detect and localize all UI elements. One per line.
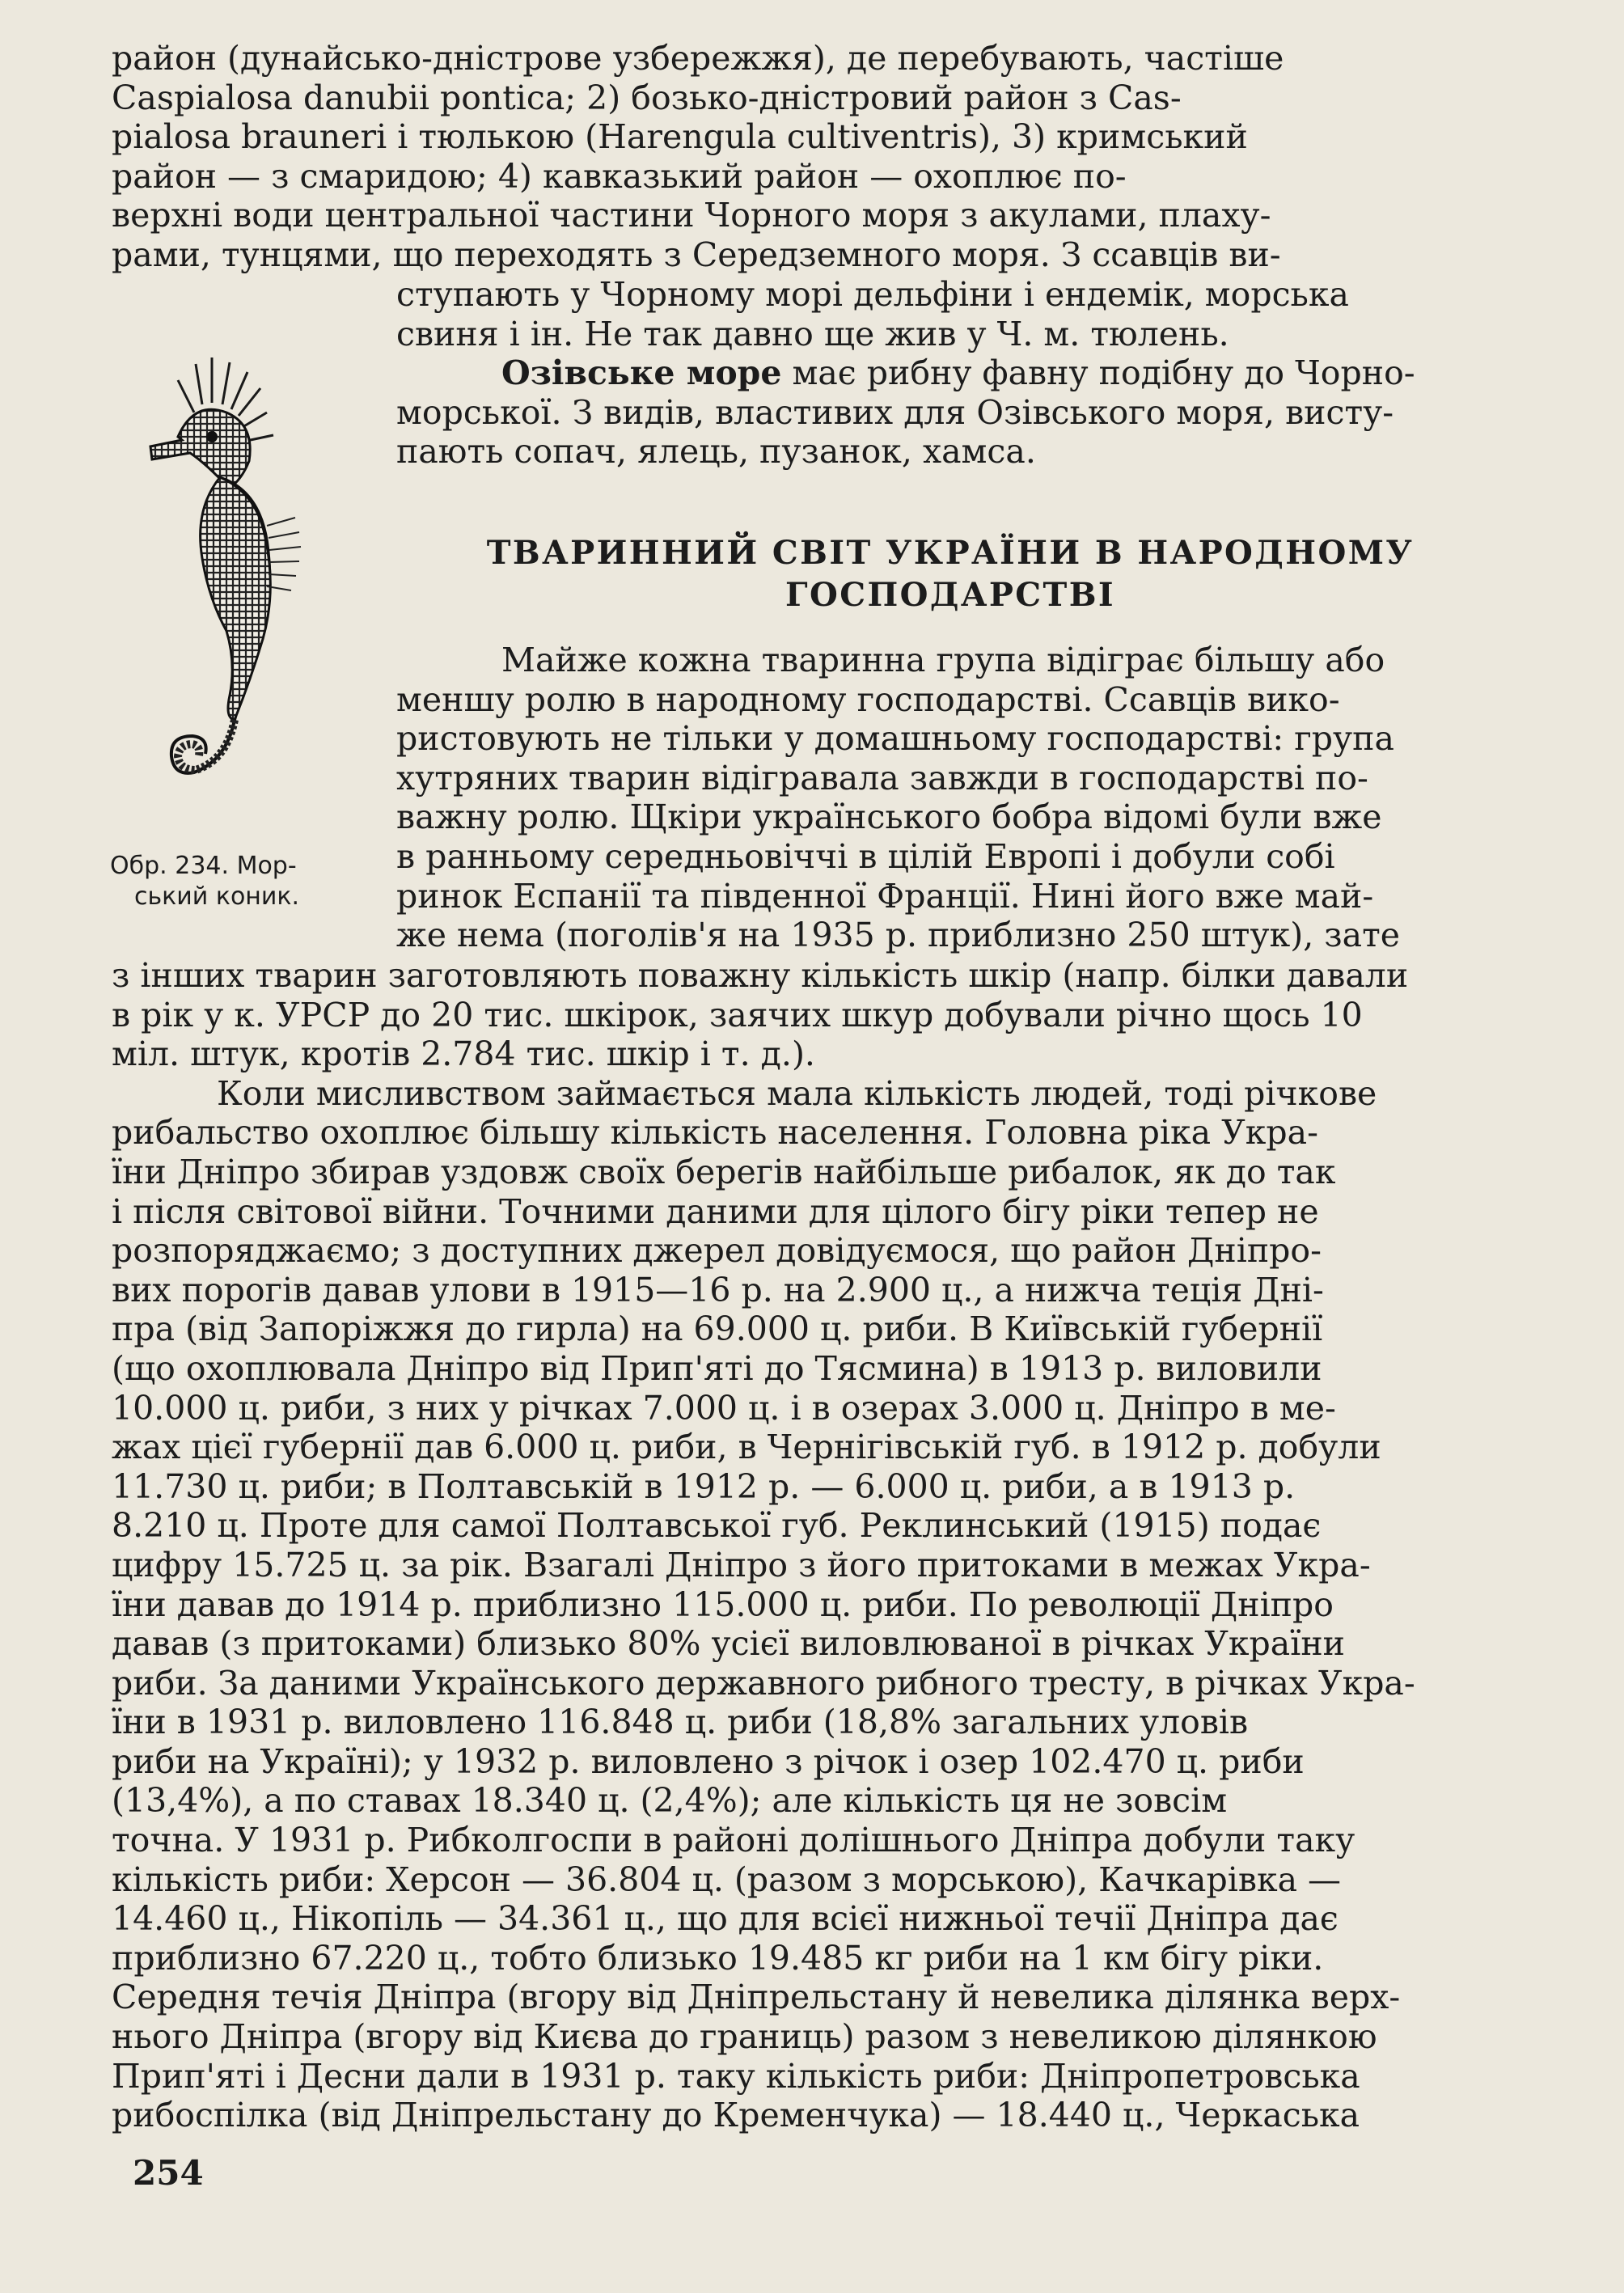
text-line: верхні води центральної частини Чорного моря з акулами, плаху- <box>112 196 1271 235</box>
black-sea-paragraph-end <box>396 275 1504 472</box>
text-line: риби. За даними Українського державного рибного тресту, в річках Укра- <box>112 1663 1415 1703</box>
page-number: 254 <box>133 2153 204 2193</box>
text-line: пра (від Запоріжжя до гирла) на 69.000 ц. риби. В Київській губернії <box>112 1309 1323 1349</box>
azov-sea-term: Озівське море <box>501 353 782 393</box>
text-line: же нема (поголів'я на 1935 р. приблизно 250 штук), зате <box>396 916 1401 955</box>
text-line: з інших тварин заготовляють поважну кількість шкір (напр. білки давали <box>112 956 1409 995</box>
economy-paragraph-start <box>396 641 1504 955</box>
text-line: ступають у Чорному морі дельфіни і ендемік, морська <box>396 275 1349 314</box>
dorsal-fin <box>267 518 301 590</box>
text-line: морської. З видів, властивих для Озівського моря, висту- <box>396 392 1394 432</box>
text-line: жах цієї губернії дав 6.000 ц. риби, в Чернігівській губ. в 1912 р. добули <box>112 1428 1381 1467</box>
text-line: нього Дніпра (вгору від Києва до границь) разом з невеликою ділянкою <box>112 2017 1377 2057</box>
text-line: вих порогів давав улови в 1915—16 р. на 2.900 ц., а нижча теція Дні- <box>112 1270 1324 1309</box>
intro-paragraph <box>112 39 1504 275</box>
text-line: цифру 15.725 ц. за рік. Взагалі Дніпро з його притоками в межах Укра- <box>112 1545 1371 1584</box>
text-line: рибальство охоплює більшу кількість населення. Головна ріка Укра- <box>112 1113 1318 1153</box>
azov-sea-line <box>396 353 1504 393</box>
text-line: свиня і ін. Не так давно ще жив у Ч. м. тюлень. <box>396 314 1229 353</box>
text-line: їни в 1931 р. виловлено 116.848 ц. риби (18,8% загальних уловів <box>112 1703 1249 1742</box>
text-line: важну ролю. Щкіри українського бобра відомі були вже <box>396 797 1382 837</box>
seahorse-drawing <box>146 356 364 825</box>
text-line: їни Дніпро збирав уздовж своїх берегів найбільше рибалок, як до так <box>112 1152 1336 1191</box>
text-line: (13,4%), а по ставах 18.340 ц. (2,4%); але кількість ця не зовсім <box>112 1781 1228 1821</box>
caption-line: ський коник. <box>134 882 300 911</box>
heading-line: ТВАРИННИЙ СВІТ УКРАЇНИ В НАРОДНОМУ <box>486 534 1415 572</box>
text-line: ристовують не тільки у домашньому господарстві: група <box>396 719 1394 759</box>
text-line: 14.460 ц., Нікопіль — 34.361 ц., що для всієї нижньої течії Дніпра дає <box>112 1899 1339 1939</box>
text-line: меншу ролю в народному господарстві. Ссавців вико- <box>396 679 1340 719</box>
text-line: рами, тунцями, що переходять з Середземного моря. З ссавців ви- <box>112 235 1281 274</box>
text-line: рибоспілка (від Дніпрельстану до Кременчука) — 18.440 ц., Черкаська <box>112 2096 1360 2135</box>
text-line: і після світової війни. Точними даними для цілого бігу ріки тепер не <box>112 1191 1319 1231</box>
seahorse-eye <box>206 431 218 442</box>
text-line: ринок Еспанії та південної Франції. Нині його вже май- <box>396 876 1374 916</box>
text-line: кількість риби: Херсон — 36.804 ц. (разом з морською), Качкарівка — <box>112 1859 1342 1899</box>
text-line: приблизно 67.220 ц., тобто близько 19.485 кг риби на 1 км бігу ріки. <box>112 1938 1324 1978</box>
text-line: риби на Україні); у 1932 р. виловлено з річок і озер 102.470 ц. риби <box>112 1741 1305 1781</box>
text-line: хутряних тварин відігравала завжди в господарстві по- <box>396 758 1368 797</box>
text-line: район (дунайсько-дністрове узбережжя), де перебувають, частіше <box>112 39 1284 78</box>
text-line: пають сопач, ялець, пузанок, хамса. <box>396 432 1036 472</box>
text-line: (що охоплювала Дніпро від Прип'яті до Тясмина) в 1913 р. виловили <box>112 1348 1322 1388</box>
caption-line: Обр. 234. Мор- <box>110 852 297 880</box>
text-line: в ранньому середньовіччі в цілій Европі і добули собі <box>396 836 1335 876</box>
text-line: Середня течія Дніпра (вгору від Дніпрельстану й невелика ділянка верх- <box>112 1978 1401 2017</box>
text-line: 10.000 ц. риби, з них у річках 7.000 ц. і в озерах 3.000 ц. Дніпро в ме- <box>112 1388 1336 1428</box>
text-line: район — з смаридою; 4) кавказький район — охоплює по- <box>112 156 1127 196</box>
text-line: 8.210 ц. Проте для самої Полтавської губ. Реклинський (1915) подає <box>112 1506 1322 1546</box>
section-heading <box>396 532 1504 616</box>
text-line: давав (з притоками) близько 80% усієї виловлюваної в річках України <box>112 1624 1346 1664</box>
text-line: Caspialosa danubii pontica; 2) бозько-дністровий район з Cas- <box>112 78 1182 117</box>
text-line: pialosa brauneri і тюлькою (Harengula cultiventris), 3) кримський <box>112 117 1248 157</box>
seahorse-illustration <box>146 356 364 825</box>
text-line: точна. У 1931 р. Рибколгоспи в районі долішнього Дніпра добули таку <box>112 1821 1355 1860</box>
seahorse-head <box>150 409 250 485</box>
text-line: Прип'яті і Десни дали в 1931 р. таку кількість риби: Дніпропетровська <box>112 2056 1360 2096</box>
text-line: їни давав до 1914 р. приблизно 115.000 ц. риби. По революції Дніпро <box>112 1584 1334 1624</box>
text-line: Коли мисливством займається мала кількість людей, тоді річкове <box>217 1073 1377 1113</box>
text-line: міл. штук, кротів 2.784 тис. шкір і т. д.). <box>112 1034 815 1074</box>
figure-caption <box>110 851 369 912</box>
fishing-text <box>112 956 1504 2135</box>
text-line: в рік у к. УРСР до 20 тис. шкірок, заячих шкур добували річно щось 10 <box>112 995 1363 1034</box>
text-line: 11.730 ц. риби; в Полтавській в 1912 р. — 6.000 ц. риби, а в 1913 р. <box>112 1466 1296 1506</box>
heading-line: ГОСПОДАРСТВІ <box>785 576 1116 614</box>
text-line: розпоряджаємо; з доступних джерел довідуємося, що район Дніпро- <box>112 1231 1322 1271</box>
text-line: Майже кожна тваринна група відіграє більшу або <box>501 641 1385 679</box>
text-fragment: має рибну фавну подібну до Чорно- <box>781 353 1415 393</box>
